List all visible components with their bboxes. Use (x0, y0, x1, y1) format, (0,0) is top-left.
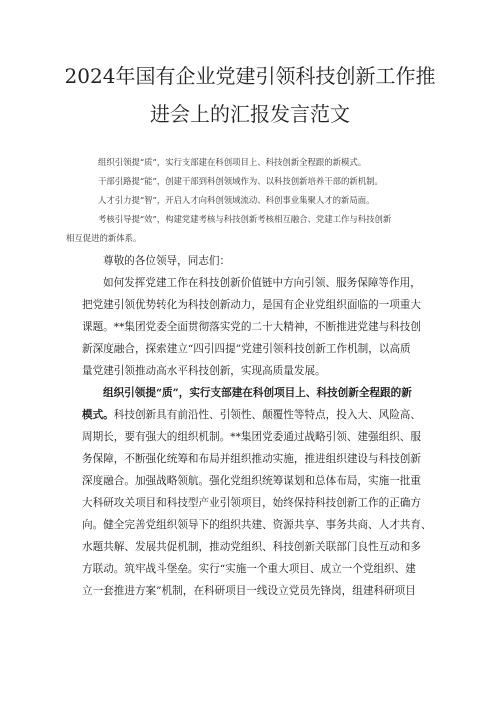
speech-body (82, 250, 432, 602)
greeting: 尊敬的各位领导，同志们： (103, 255, 231, 267)
section-heading: 组织引领提“质”，实行支部建在科创项目上、科技创新全程跟的新 (103, 387, 412, 399)
section-first-line (82, 404, 432, 426)
summary-line: 人才引力提“智”，开启人才向科创领域流动、科创事业集聚人才的新局面。 (98, 195, 375, 205)
intro-line: 如何发挥党建工作在科技创新价值链中方向引领、服务保障等作用， (103, 277, 421, 289)
summary-line: 组织引领提“质”，实行支部建在科创项目上、科技创新全程跟的新模式。 (98, 157, 367, 167)
intro-line: 新深度融合，探索建立“四引四提”党建引领科技创新工作机制，以高质 (82, 343, 411, 355)
intro-line: 课题。**集团党委全面贯彻落实党的二十大精神，不断推进党建与科技创 (82, 321, 421, 333)
intro-line: 量党建引领推动高水平科技创新，实现高质量发展。 (82, 365, 326, 377)
section-line: 水题共解、发展共促机制，推动党组织、科技创新关联部门良性互动和多 (82, 541, 421, 553)
summary-line: 相互促进的新体系。 (66, 233, 142, 243)
document-title-line-2: 进会上的汇报发言范文 (150, 102, 350, 126)
section-line: 务保障，不断强化统筹和布局并组织推动实施，推进组织建设与科技创新 (82, 453, 421, 465)
section-text: 科技创新具有前沿性、引领性、颠覆性等特点，投入大、风险高、 (113, 409, 421, 421)
document-title-line-1: 2024年国有企业党建引领科技创新工作推 (64, 64, 436, 88)
section-line: 立一套推进方案”机制，在科研项目一线设立党员先锋岗，组建科研项目 (82, 585, 416, 597)
section-line: 周期长，要有强大的组织机制。**集团党委通过战略引领、建强组织、服 (82, 431, 421, 443)
summary-line: 考核引导提“效”，构建党建考核与科技创新考核相互融合、党建工作与科技创新 (98, 214, 392, 224)
section-line: 向。健全完善党组织领导下的组织共建、资源共享、事务共商、人才共育、 (82, 519, 432, 531)
intro-line: 把党建引领优势转化为科技创新动力，是国有企业党组织面临的一项重大 (82, 299, 421, 311)
section-heading-end: 模式。 (82, 409, 114, 421)
summary-line: 干部引路提“能”，创建干部到科创领域作为、以科技创新培养干部的新机制。 (98, 176, 383, 186)
section-line: 深度融合。加强战略领航。强化党组织统筹谋划和总体布局，实施一批重 (82, 475, 421, 487)
summary-block (66, 153, 432, 248)
section-line: 大科研攻关项目和科技型产业引领项目，始终保持科技创新工作的正确方 (82, 497, 421, 509)
section-line: 方联动。筑牢战斗堡垒。实行“实施一个重大项目、成立一个党组织、建 (82, 563, 416, 575)
